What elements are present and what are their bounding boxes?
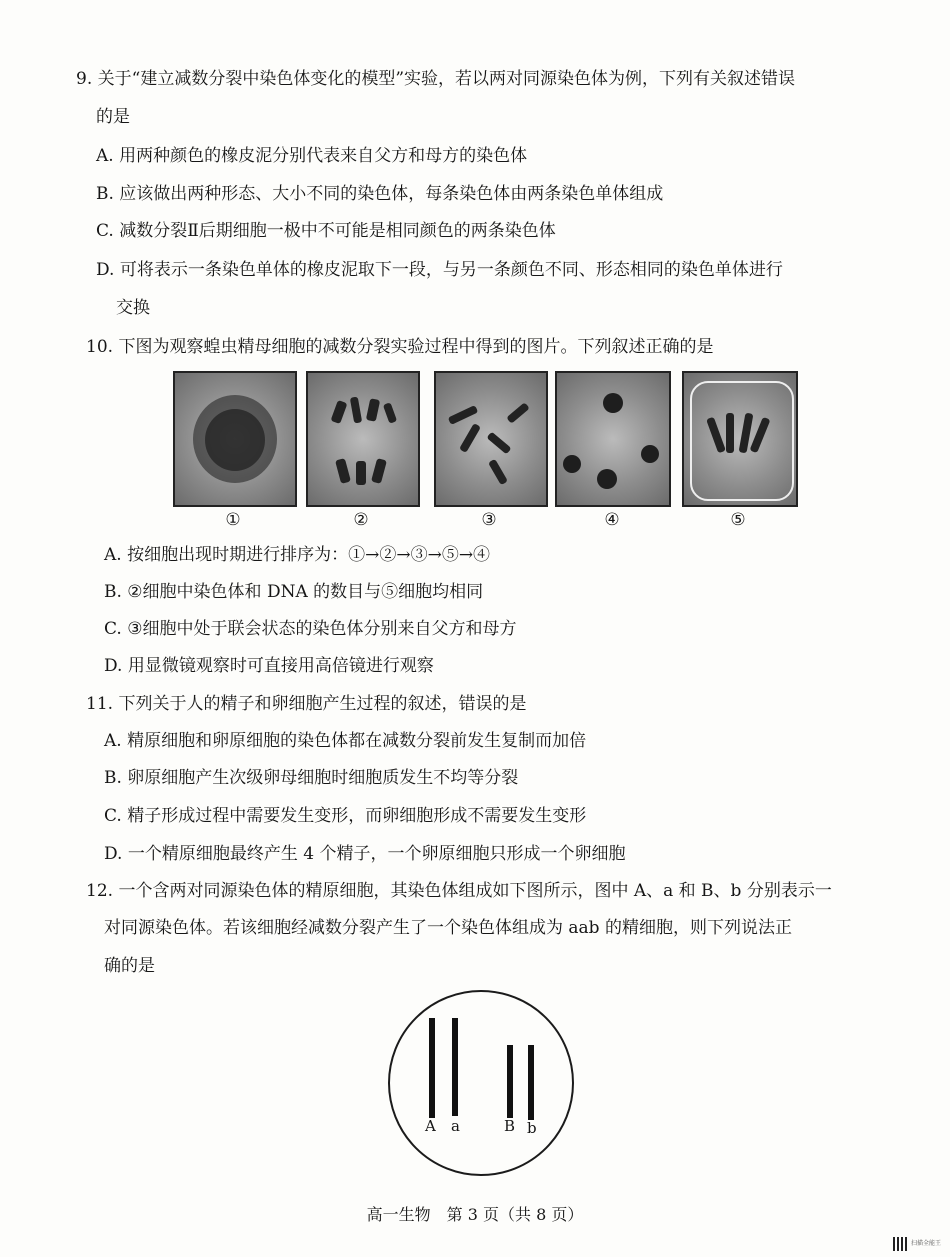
q11-option-a: A. 精原细胞和卵原细胞的染色体都在减数分裂前发生复制而加倍 <box>104 731 587 751</box>
q10-option-b: B. ②细胞中染色体和 DNA 的数目与⑤细胞均相同 <box>104 582 484 602</box>
q10-option-c: C. ③细胞中处于联会状态的染色体分别来自父方和母方 <box>104 619 517 639</box>
caption-2: ② <box>353 510 369 530</box>
q11-stem: 11. 下列关于人的精子和卵细胞产生过程的叙述，错误的是 <box>86 694 527 714</box>
q11-option-c: C. 精子形成过程中需要发生变形，而卵细胞形成不需要发生变形 <box>104 806 587 826</box>
allele-label-A: A <box>425 1117 436 1135</box>
q10-stem: 10. 下图为观察蝗虫精母细胞的减数分裂实验过程中得到的图片。下列叙述正确的是 <box>86 337 714 357</box>
q11-option-d: D. 一个精原细胞最终产生 4 个精子，一个卵原细胞只形成一个卵细胞 <box>104 844 626 864</box>
allele-label-a: a <box>451 1117 460 1135</box>
allele-label-B: B <box>504 1117 516 1135</box>
caption-1: ① <box>225 510 241 530</box>
caption-4: ④ <box>604 510 620 530</box>
q12-stem-line3: 确的是 <box>104 956 155 976</box>
q9-option-b: B. 应该做出两种形态、大小不同的染色体，每条染色体由两条染色单体组成 <box>96 184 664 204</box>
q9-option-d-line2: 交换 <box>116 298 150 318</box>
q9-option-c: C. 减数分裂Ⅱ后期细胞一极中不可能是相同颜色的两条染色体 <box>96 221 556 241</box>
q9-option-d-line1: D. 可将表示一条染色单体的橡皮泥取下一段，与另一条颜色不同、形态相同的染色单体进行 <box>96 260 783 280</box>
sperm-cell-diagram <box>388 990 574 1176</box>
micrograph-3 <box>434 371 548 507</box>
chromosome-B <box>507 1045 513 1118</box>
micrograph-5 <box>682 371 798 507</box>
allele-label-b: b <box>527 1119 537 1137</box>
scanner-brand-label: 扫描全能王 <box>911 1240 942 1247</box>
chromosome-a <box>452 1018 458 1116</box>
q10-option-d: D. 用显微镜观察时可直接用高倍镜进行观察 <box>104 656 434 676</box>
q12-stem-line1: 12. 一个含两对同源染色体的精原细胞，其染色体组成如下图所示，图中 A、a 和 B、b 分别表示一 <box>86 881 832 901</box>
micrograph-1 <box>173 371 297 507</box>
q9-stem-line2: 的是 <box>96 107 130 127</box>
q9-stem-line1: 9. 关于“建立减数分裂中染色体变化的模型”实验，若以两对同源染色体为例，下列有关叙述错误 <box>76 69 796 89</box>
caption-3: ③ <box>481 510 497 530</box>
page-footer: 高一生物 第 3 页（共 8 页） <box>366 1205 584 1224</box>
q11-option-b: B. 卵原细胞产生次级卵母细胞时细胞质发生不均等分裂 <box>104 768 519 788</box>
caption-5: ⑤ <box>730 510 746 530</box>
q10-option-a: A. 按细胞出现时期进行排序为：①→②→③→⑤→④ <box>104 545 491 565</box>
chromosome-b <box>528 1045 534 1120</box>
qr-code-icon <box>893 1237 907 1251</box>
q12-stem-line2: 对同源染色体。若该细胞经减数分裂产生了一个染色体组成为 aab 的精细胞，则下列说法正 <box>104 918 792 938</box>
q9-option-a: A. 用两种颜色的橡皮泥分别代表来自父方和母方的染色体 <box>96 146 528 166</box>
micrograph-4 <box>555 371 671 507</box>
chromosome-A <box>429 1018 435 1118</box>
micrograph-2 <box>306 371 420 507</box>
